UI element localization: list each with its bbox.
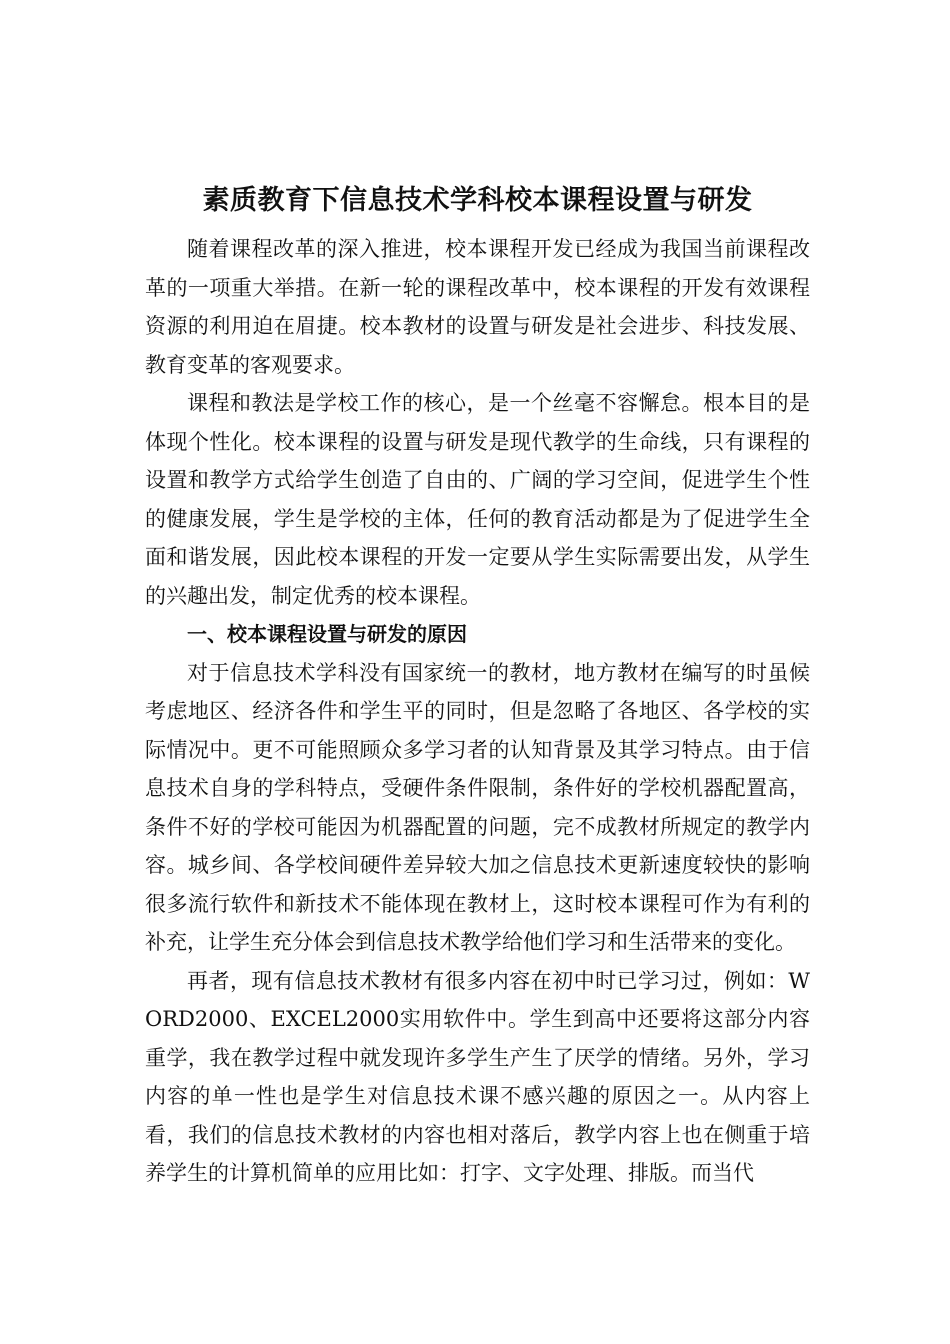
document-page xyxy=(145,178,810,1193)
paragraph-section-1: 对于信息技术学科没有国家统一的教材，地方教材在编写的时虽候考虑地区、经济各件和学生平的同时，但是忽略了各地区、各学校的实际情况中。更不可能照顾众多学习者的认知背景及其学习特点。由于信息技术自身的学科特点，受硬件条件限制，条件好的学校机器配置高，条件不好的学校可能因为机器配置的问题，完不成教材所规定的教学内容。城乡间、各学校间硬件差异较大加之信息技术更新速度较快的影响很多流行软件和新技术不能体现在教材上，这时校本课程可作为有利的补充，让学生充分体会到信息技术教学给他们学习和生活带来的变化。 xyxy=(145,660,810,954)
paragraph-section-2: 再者，现有信息技术教材有很多内容在初中时已学习过，例如：WORD2000、EXCEL2000实用软件中。学生到高中还要将这部分内容重学，我在教学过程中就发现许多学生产生了厌学的情绪。另外，学习内容的单一性也是学生对信息技术课不感兴趣的原因之一。从内容上看，我们的信息技术教材的内容也相对落后，教学内容上也在侧重于培养学生的计算机简单的应用比如：打字、文字处理、排版。而当代 xyxy=(145,968,810,1185)
section-heading: 一、校本课程设置与研发的原因 xyxy=(187,622,467,646)
document-title: 素质教育下信息技术学科校本课程设置与研发 xyxy=(202,185,753,216)
paragraph-intro-1: 随着课程改革的深入推进，校本课程开发已经成为我国当前课程改革的一项重大举措。在新一轮的课程改革中，校本课程的开发有效课程资源的利用迫在眉捷。校本教材的设置与研发是社会进步、科技发展、教育变革的客观要求。 xyxy=(145,237,810,377)
paragraph-intro-2: 课程和教法是学校工作的核心，是一个丝毫不容懈怠。根本目的是体现个性化。校本课程的设置与研发是现代教学的生命线，只有课程的设置和教学方式给学生创造了自由的、广阔的学习空间，促进学生个性的健康发展，学生是学校的主体，任何的教育活动都是为了促进学生全面和谐发展，因此校本课程的开发一定要从学生实际需要出发，从学生的兴趣出发，制定优秀的校本课程。 xyxy=(145,391,810,608)
